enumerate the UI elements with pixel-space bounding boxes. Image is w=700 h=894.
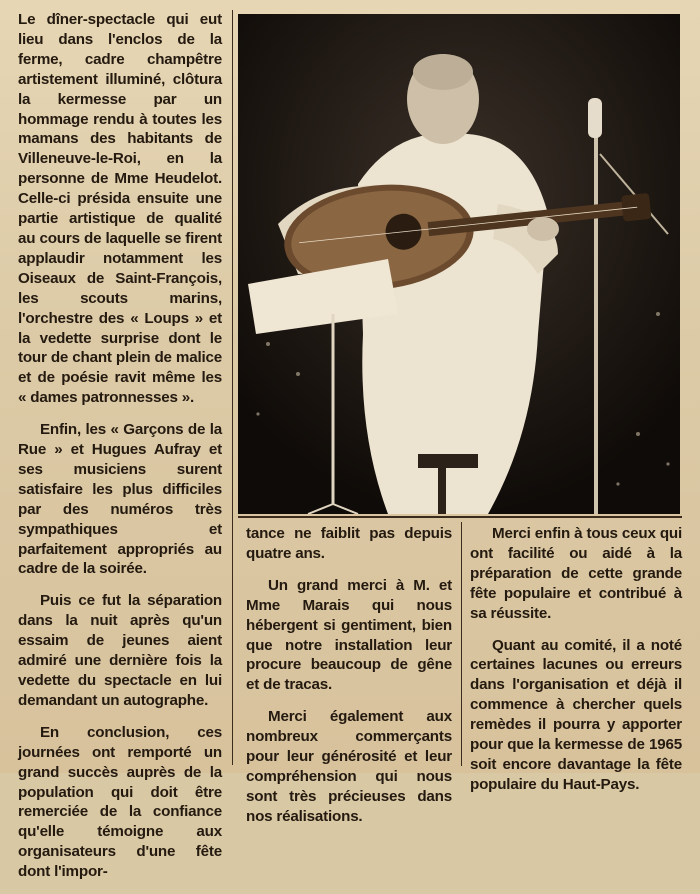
paragraph: Puis ce fut la séparation dans la nuit après qu'un essaim de jeunes aient admiré une dernière fois la vedette du spectacle en lui demandant un autographe. xyxy=(18,592,222,709)
paragraph: Merci également aux nombreux commerçants pour leur générosité et leur compréhension qui nous sont très précieuses dans nos réalisations. xyxy=(246,708,452,825)
paragraph: tance ne faiblit pas depuis quatre ans. xyxy=(246,525,452,562)
column-divider xyxy=(232,10,233,765)
guitarist-photo xyxy=(238,14,680,514)
column-divider xyxy=(461,522,462,766)
paragraph: Merci enfin à tous ceux qui ont facilité ou aidé à la préparation de cette grande fête populaire et contribué à sa réussite. xyxy=(470,525,682,622)
paragraph: Un grand merci à M. et Mme Marais qui nous hébergent si gentiment, bien que notre installation leur procure beaucoup de gêne et de tracas. xyxy=(246,576,452,694)
paragraph: Quant au comité, il a noté certaines lacunes ou erreurs dans l'organisation et déjà il commence à chercher quels remèdes il pourra y apporter pour que la kermesse de 1965 soit encore davantage la fête populaire du Haut-Pays. xyxy=(470,636,682,793)
article-column-right xyxy=(470,524,682,807)
paragraph: Enfin, les « Garçons de la Rue » et Hugues Aufray et ses musiciens surent satisfaire les plus difficiles par des numéros très sympathiques et parfaitement appropriés au cadre de la soirée. xyxy=(18,421,222,578)
photo-bottom-rule xyxy=(238,516,682,518)
paragraph: Le dîner-spectacle qui eut lieu dans l'enclos de la ferme, cadre champêtre artistement illuminé, clôtura la kermesse par un hommage rendu à toutes les mamans des habitants de Villeneuve-le-Roi, en la personne de Mme Heudelot. Celle-ci présida ensuite une partie artistique de qualité au cours de laquelle se firent applaudir notamment les Oiseaux de Saint-François, les scouts marins, l'orchestre des « Loups » et la vedette surprise dont le tour de chant plein de malice et de poésie ravit même les « dames patronnesses ». xyxy=(18,11,222,407)
article-column-middle xyxy=(246,524,452,839)
paragraph: En conclusion, ces journées ont remporté un grand succès auprès de la population qui doit être remerciée de la confiance qu'elle témoigne aux organisateurs d'une fête dont l'impor- xyxy=(18,723,222,881)
article-column-left xyxy=(18,10,222,894)
